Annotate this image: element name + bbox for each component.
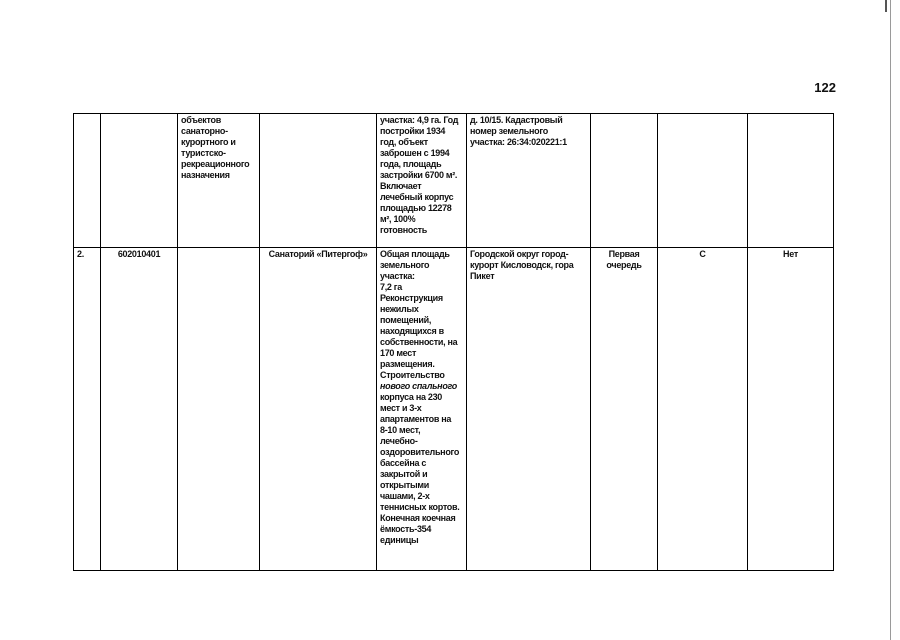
- cell-queue: [591, 114, 658, 248]
- page-number: 122: [814, 80, 836, 95]
- description-italic-text: нового спального: [380, 381, 457, 391]
- cell-code: [101, 248, 178, 571]
- object-code: 602010401: [117, 249, 161, 259]
- cell-description: [377, 114, 467, 248]
- cell-object-type: [178, 114, 260, 248]
- object-name: Санаторий «Питергоф»: [268, 249, 368, 259]
- table-row-continuation: [74, 114, 834, 248]
- description-text: Общая площадь земельного участка: 7,2 га Реконструкция нежилых помещений, находящихся в собственности, на 170 мест размещения. Строительство нового спального корпуса на 230 мест и 3-х апартаментов на 8-10 мест, лечебно- оздоровительного бассейна с закрытой и открытыми чашами, 2-х теннисных кортов. Конечная коечная ёмкость-354 единицы: [380, 249, 460, 545]
- queue-text: Первая очередь: [606, 249, 642, 270]
- cell-location: [467, 114, 591, 248]
- description-text: участка: 4,9 га. Год постройки 1934 год, объект заброшен с 1994 года, площадь застройки 6700 м². Включает лечебный корпус площадью 12278 м², 100% готовность: [380, 115, 459, 235]
- cell-name: [260, 114, 377, 248]
- cell-letter: [658, 248, 748, 571]
- cell-object-type: [178, 248, 260, 571]
- cell-answer: [748, 248, 834, 571]
- cell-number: [74, 248, 101, 571]
- cell-queue: [591, 248, 658, 571]
- cell-code: [101, 114, 178, 248]
- answer-text: Нет: [783, 249, 798, 259]
- object-type-text: объектов санаторно- курортного и туристско- рекреационного назначения: [181, 115, 250, 180]
- cell-name: [260, 248, 377, 571]
- letter-text: С: [699, 249, 706, 259]
- scan-edge-line: [890, 0, 891, 640]
- table-row-2: [74, 248, 834, 571]
- registry-table: [73, 113, 834, 571]
- row-number: 2.: [77, 249, 84, 259]
- location-text: д. 10/15. Кадастровый номер земельного участка: 26:34:020221:1: [470, 115, 567, 147]
- cell-letter: [658, 114, 748, 248]
- cell-answer: [748, 114, 834, 248]
- scan-edge-mark: [885, 0, 887, 12]
- cell-number: [74, 114, 101, 248]
- location-text: Городской округ город- курорт Кисловодск, гора Пикет: [470, 249, 574, 281]
- cell-description: [377, 248, 467, 571]
- cell-location: [467, 248, 591, 571]
